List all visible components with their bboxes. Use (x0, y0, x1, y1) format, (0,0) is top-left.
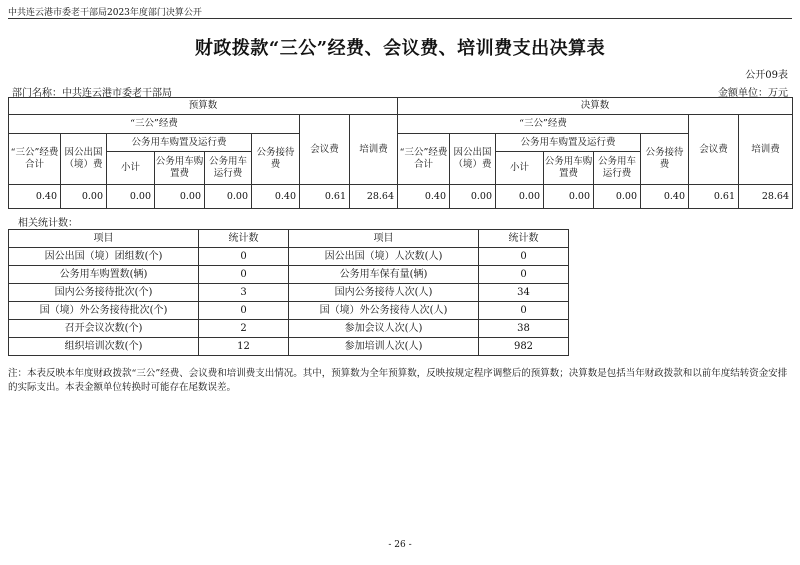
final-subtotal-header: 小计 (496, 152, 544, 185)
header-divider (8, 18, 792, 19)
budget-total-header: “三公”经费合计 (9, 134, 61, 185)
stats-right-item: 参加会议人次(人) (289, 320, 479, 338)
table-row (9, 302, 569, 320)
budget-subtotal-value: 0.00 (107, 185, 155, 209)
final-meeting-value: 0.61 (689, 185, 739, 209)
stats-left-item: 组织培训次数(个) (9, 338, 199, 356)
stats-right-item: 国内公务接待人次(人) (289, 284, 479, 302)
budget-abroad-value: 0.00 (61, 185, 107, 209)
final-operation-header: 公务用车运行费 (594, 152, 641, 185)
final-operation-value: 0.00 (594, 185, 641, 209)
table-number: 公开09表 (745, 70, 788, 81)
budget-training-header: 培训费 (350, 115, 398, 185)
final-meeting-header: 会议费 (689, 115, 739, 185)
final-reception-value: 0.40 (641, 185, 689, 209)
table-row (9, 266, 569, 284)
stats-count-header: 统计数 (479, 230, 569, 248)
final-total-value: 0.40 (398, 185, 450, 209)
final-vehicle-header: 公务用车购置及运行费 (496, 134, 641, 152)
stats-left-value: 0 (199, 266, 289, 284)
budget-meeting-value: 0.61 (300, 185, 350, 209)
table-row (9, 320, 569, 338)
budget-purchase-value: 0.00 (155, 185, 205, 209)
final-subtotal-value: 0.00 (496, 185, 544, 209)
final-training-header: 培训费 (739, 115, 793, 185)
stats-right-item: 参加培训人次(人) (289, 338, 479, 356)
budget-subtotal-header: 小计 (107, 152, 155, 185)
final-total-header: “三公”经费合计 (398, 134, 450, 185)
stats-left-value: 12 (199, 338, 289, 356)
page-number: - 26 - (388, 540, 412, 550)
final-training-value: 28.64 (739, 185, 793, 209)
stats-left-item: 因公出国（境）团组数(个) (9, 248, 199, 266)
related-stats-label: 相关统计数： (18, 218, 78, 229)
stats-left-value: 2 (199, 320, 289, 338)
amount-unit: 金额单位：万元 (718, 88, 788, 99)
budget-reception-value: 0.40 (252, 185, 300, 209)
stats-item-header: 项目 (9, 230, 199, 248)
document-header-text: 中共连云港市委老干部局2023年度部门决算公开 (8, 8, 202, 18)
stats-right-item: 因公出国（境）人次数(人) (289, 248, 479, 266)
stats-right-item: 公务用车保有量(辆) (289, 266, 479, 284)
budget-abroad-header: 因公出国（境）费 (61, 134, 107, 185)
stats-left-item: 召开会议次数(个) (9, 320, 199, 338)
final-sangong-header: “三公”经费 (398, 115, 689, 134)
stats-right-item: 国（境）外公务接待人次(人) (289, 302, 479, 320)
values-row (9, 185, 793, 209)
expenditure-table (8, 97, 793, 209)
stats-count-header: 统计数 (199, 230, 289, 248)
stats-right-value: 0 (479, 302, 569, 320)
footnote: 注：本表反映本年度财政拨款“三公”经费、会议费和培训费支出情况。其中，预算数为全年预算数，反映按规定程序调整后的预算数；决算数是包括当年财政拨款和以前年度结转资金安排的实际支出。本表金额单位转换时可能存在尾数误差。 (8, 368, 788, 393)
stats-left-value: 3 (199, 284, 289, 302)
stats-left-item: 公务用车购置数(辆) (9, 266, 199, 284)
stats-left-item: 国（境）外公务接待批次(个) (9, 302, 199, 320)
final-purchase-header: 公务用车购置费 (544, 152, 594, 185)
final-reception-header: 公务接待费 (641, 134, 689, 185)
budget-operation-value: 0.00 (205, 185, 252, 209)
budget-vehicle-header: 公务用车购置及运行费 (107, 134, 252, 152)
department-name: 部门名称：中共连云港市委老干部局 (12, 88, 172, 99)
stats-right-value: 0 (479, 266, 569, 284)
table-row (9, 248, 569, 266)
stats-right-value: 34 (479, 284, 569, 302)
budget-meeting-header: 会议费 (300, 115, 350, 185)
budget-purchase-header: 公务用车购置费 (155, 152, 205, 185)
final-purchase-value: 0.00 (544, 185, 594, 209)
budget-operation-header: 公务用车运行费 (205, 152, 252, 185)
page-title: 财政拨款“三公”经费、会议费、培训费支出决算表 (194, 38, 606, 59)
table-row (9, 338, 569, 356)
stats-left-item: 国内公务接待批次(个) (9, 284, 199, 302)
final-header: 决算数 (398, 98, 793, 115)
final-abroad-header: 因公出国（境）费 (450, 134, 496, 185)
budget-sangong-header: “三公”经费 (9, 115, 300, 134)
stats-right-value: 0 (479, 248, 569, 266)
budget-header: 预算数 (9, 98, 398, 115)
table-row (9, 284, 569, 302)
stats-right-value: 982 (479, 338, 569, 356)
statistics-table (8, 229, 569, 356)
stats-left-value: 0 (199, 248, 289, 266)
final-abroad-value: 0.00 (450, 185, 496, 209)
stats-item-header: 项目 (289, 230, 479, 248)
budget-total-value: 0.40 (9, 185, 61, 209)
stats-right-value: 38 (479, 320, 569, 338)
budget-reception-header: 公务接待费 (252, 134, 300, 185)
stats-left-value: 0 (199, 302, 289, 320)
budget-training-value: 28.64 (350, 185, 398, 209)
